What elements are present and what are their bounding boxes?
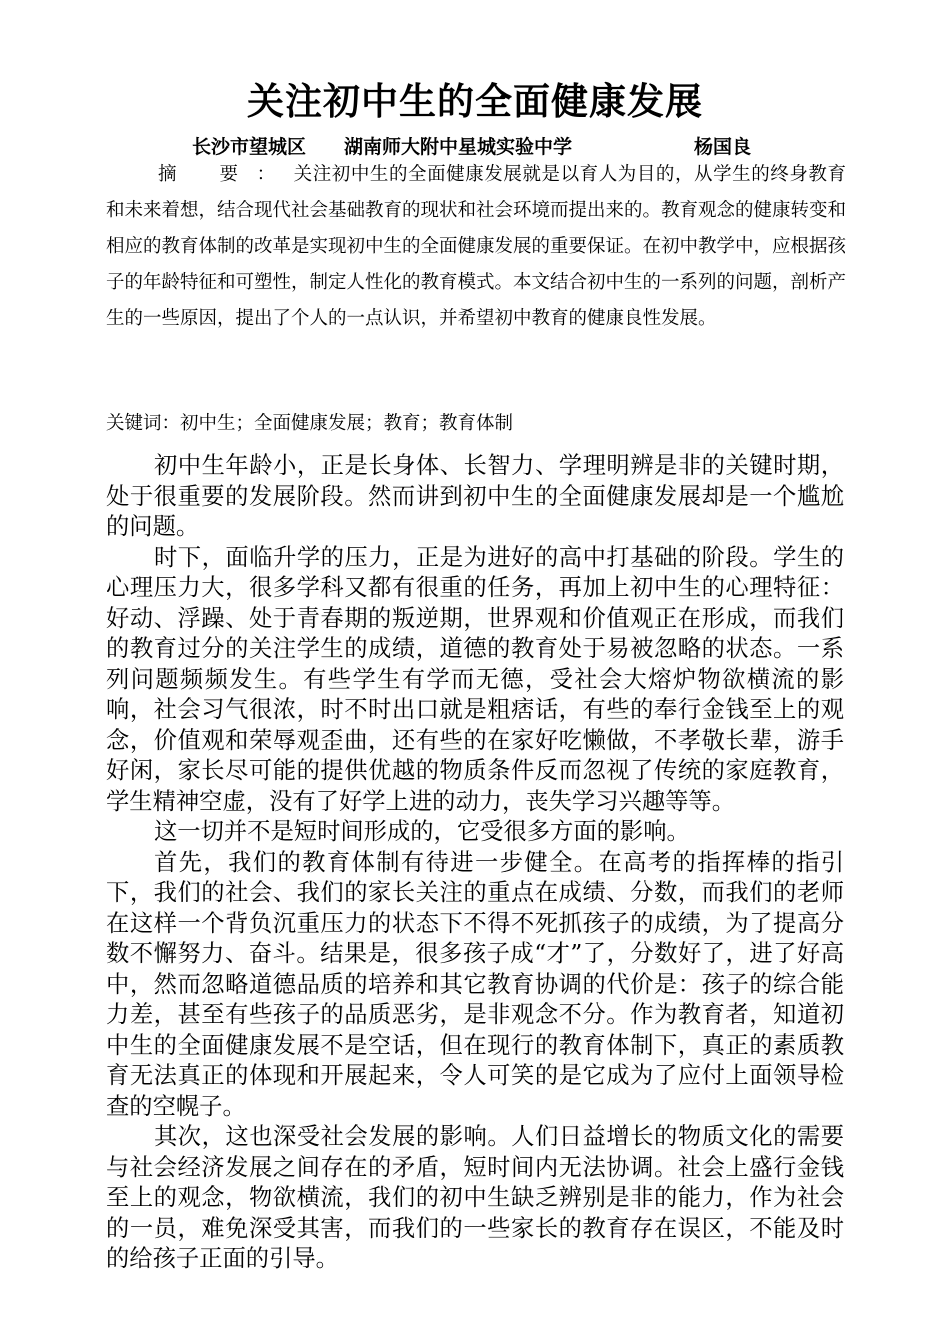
paragraph: 初中生年龄小，正是长身体、长智力、学理明辨是非的关键时期，处于很重要的发展阶段。然而讲到初中生的全面健康发展却是一个尴尬的问题。	[106, 452, 844, 540]
keywords-label: 关键词：	[106, 413, 181, 434]
paragraph: 时下，面临升学的压力，正是为进好的高中打基础的阶段。学生的心理压力大，很多学科又都有很重的任务，再加上初中生的心理特征：好动、浮躁、处于青春期的叛逆期，世界观和价值观正在形成，而我们的教育过分的关注学生的成绩，道德的教育处于易被忽略的状态。一系列问题频频发生。有些学生有学而无德，受社会大熔炉物欲横流的影响，社会习气很浓，时不时出口就是粗痞话，有些的奉行金钱至上的观念，价值观和荣辱观歪曲，还有些的在家好吃懒做，不孝敬长辈，游手好闲，家长尽可能的提供优越的物质条件反而忽视了传统的家庭教育，学生精神空虚，没有了好学上进的动力，丧失学习兴趣等等。	[106, 543, 844, 815]
byline-school: 湖南师大附中星城实验中学	[344, 136, 573, 158]
paragraph: 首先，我们的教育体制有待进一步健全。在高考的指挥棒的指引下，我们的社会、我们的家长关注的重点在成绩、分数，而我们的老师在这样一个背负沉重压力的状态下不得不死抓孩子的成绩，为了提高分数不懈努力、奋斗。结果是，很多孩子成“才”了，分数好了，进了好高中，然而忽略道德品质的培养和其它教育协调的代价是：孩子的综合能力差，甚至有些孩子的品质恶劣，是非观念不分。作为教育者，知道初中生的全面健康发展不是空话，但在现行的教育体制下，真正的素质教育无法真正的体现和开展起来，令人可笑的是它成为了应付上面领导检查的空幌子。	[106, 848, 844, 1120]
abstract-text: 关注初中生的全面健康发展就是以育人为目的，从学生的终身教育和未来着想，结合现代社会基础教育的现状和社会环境而提出来的。教育观念的健康转变和相应的教育体制的改革是实现初中生的全面健康发展的重要保证。在初中教学中，应根据孩子的年龄特征和可塑性，制定人性化的教育模式。本文结合初中生的一系列的问题，剖析产生的一些原因，提出了个人的一点认识，并希望初中教育的健康良性发展。	[106, 164, 847, 329]
abstract-label: 摘 要：	[158, 164, 294, 185]
keywords-text: 初中生；全面健康发展；教育；教育体制	[180, 413, 514, 434]
paragraph: 其次，这也深受社会发展的影响。人们日益增长的物质文化的需要与社会经济发展之间存在的矛盾，短时间内无法协调。社会上盛行金钱至上的观念，物欲横流，我们的初中生缺乏辨别是非的能力，作为社会的一员，难免深受其害，而我们的一些家长的教育存在误区，不能及时的给孩子正面的引导。	[106, 1123, 844, 1272]
byline-author: 杨国良	[694, 136, 752, 158]
paragraph: 这一切并不是短时间形成的，它受很多方面的影响。	[154, 818, 690, 845]
body-text	[106, 451, 844, 1275]
keywords	[106, 410, 846, 438]
abstract	[106, 157, 846, 337]
document-title: 关注初中生的全面健康发展	[247, 80, 703, 123]
byline-district: 长沙市望城区	[192, 136, 307, 158]
